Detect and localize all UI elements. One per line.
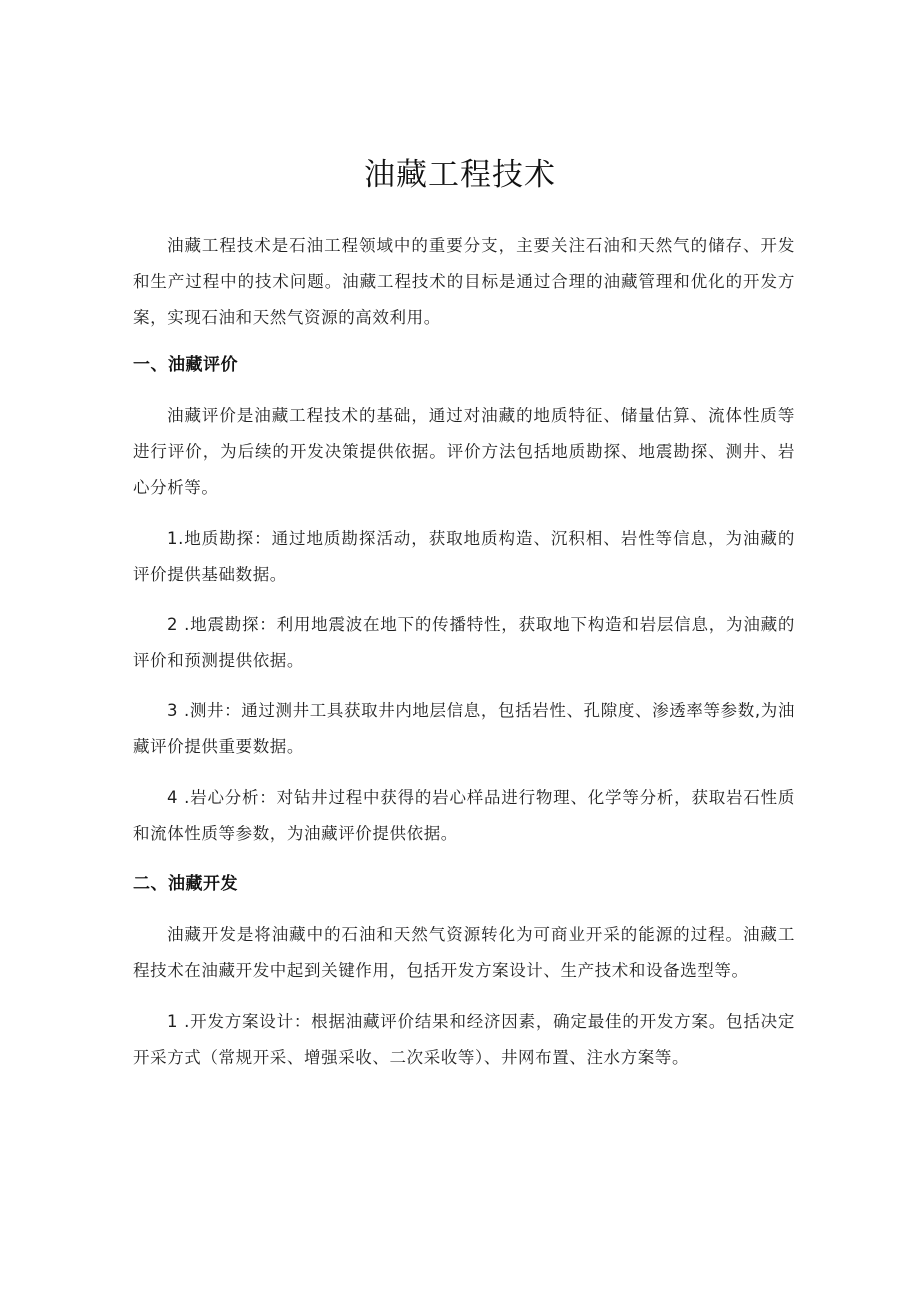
document-title: 油藏工程技术: [364, 157, 556, 193]
section-development-intro: 油藏开发是将油藏中的石油和天然气资源转化为可商业开采的能源的过程。油藏工程技术在油藏开发中起到关键作用，包括开发方案设计、生产技术和设备选型等。: [133, 925, 795, 980]
list-item-seismic-survey: 2 .地震勘探：利用地震波在地下的传播特性，获取地下构造和岩层信息，为油藏的评价和预测提供依据。: [133, 615, 795, 670]
section-heading-development: 二、油藏开发: [133, 874, 238, 894]
section-evaluation-intro: 油藏评价是油藏工程技术的基础，通过对油藏的地质特征、储量估算、流体性质等进行评价，为后续的开发决策提供依据。评价方法包括地质勘探、地震勘探、测井、岩心分析等。: [133, 406, 795, 497]
list-item-geological-survey: 1.地质勘探：通过地质勘探活动，获取地质构造、沉积相、岩性等信息，为油藏的评价提供基础数据。: [133, 529, 795, 584]
list-item-well-logging: 3 .测井：通过测井工具获取井内地层信息，包括岩性、孔隙度、渗透率等参数,为油藏评价提供重要数据。: [133, 701, 795, 756]
list-item-core-analysis: 4 .岩心分析：对钻井过程中获得的岩心样品进行物理、化学等分析，获取岩石性质和流体性质等参数，为油藏评价提供依据。: [133, 788, 795, 843]
intro-paragraph: 油藏工程技术是石油工程领域中的重要分支，主要关注石油和天然气的储存、开发和生产过程中的技术问题。油藏工程技术的目标是通过合理的油藏管理和优化的开发方案，实现石油和天然气资源的高效利用。: [133, 236, 795, 327]
list-item-development-plan: 1 .开发方案设计：根据油藏评价结果和经济因素，确定最佳的开发方案。包括决定开采方式（常规开采、增强采收、二次采收等）、井网布置、注水方案等。: [133, 1012, 795, 1067]
section-heading-evaluation: 一、油藏评价: [133, 355, 238, 375]
